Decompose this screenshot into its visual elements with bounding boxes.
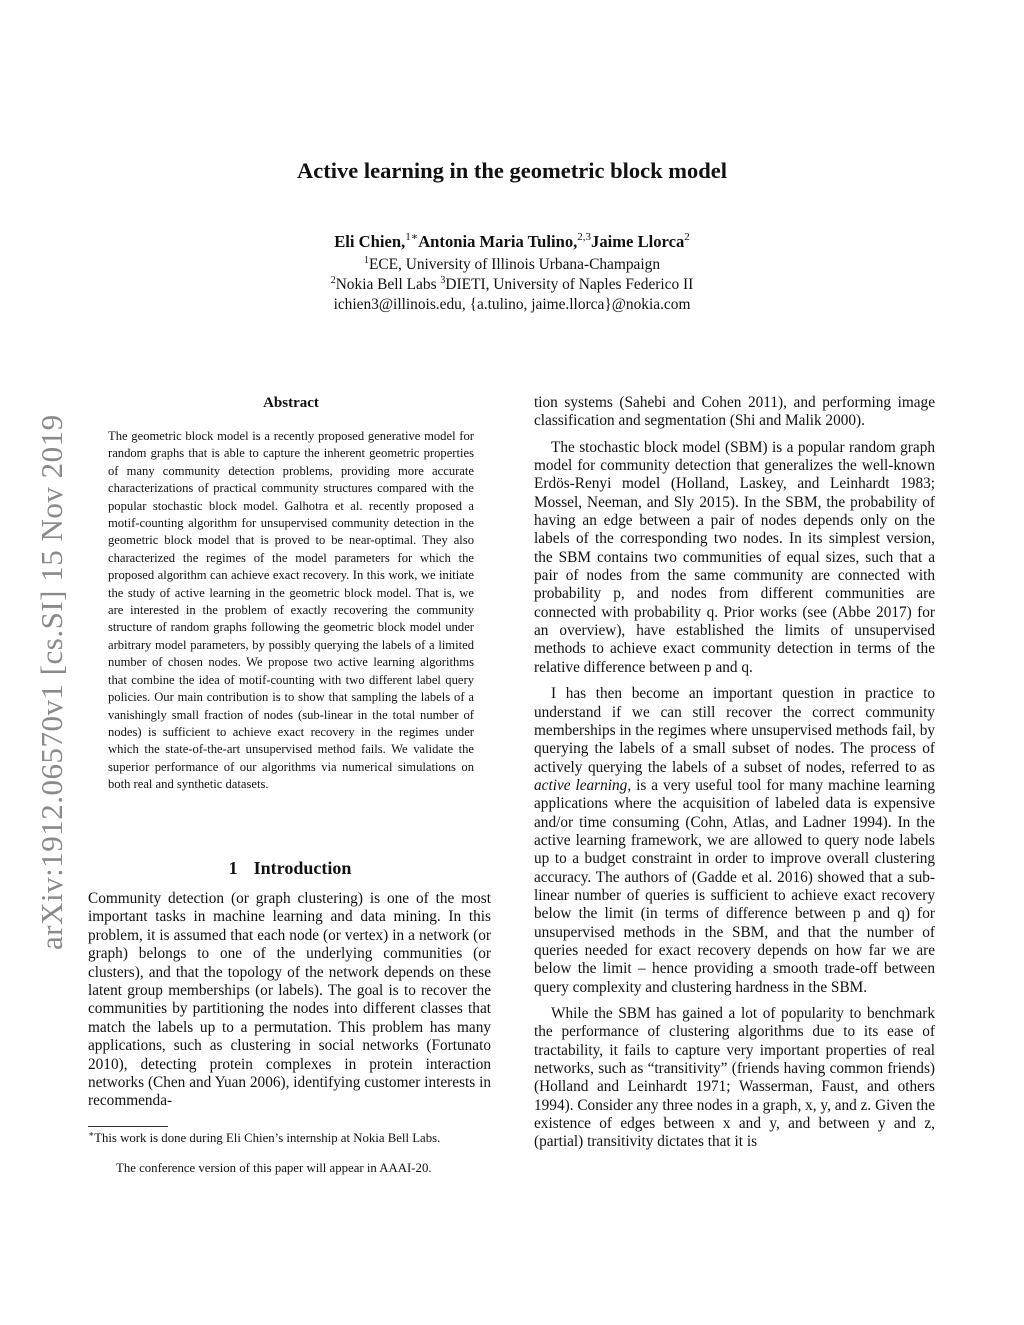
affiliation-line-1 [0, 254, 1024, 275]
affiliation-line-2 [0, 274, 1024, 295]
author-affiliation-mark: 1∗ [405, 231, 419, 243]
right-column [534, 394, 935, 1160]
paragraph-text: I has then become an important question in practice to understand if we can still recover the correct community memberships in the regimes where unsupervised methods fail, by querying the labels of a small subset of nodes. The process of actively querying the labels of a subset of nodes, referred to as [534, 685, 935, 776]
author-affiliation-mark: 2,3 [577, 231, 592, 243]
author-name: Eli Chien, [334, 232, 406, 251]
intro-paragraph-3 [534, 685, 935, 997]
intro-paragraph-4: While the SBM has gained a lot of popularity to benchmark the performance of clustering algorithms due to its ease of tractability, it fails to capture very important properties of real networks, such as “transitivity” (friends having common friends) (Holland and Leinhardt 1971; Wasserman, Faust, and others 1994). Consider any three nodes in a graph, x, y, and z. Given the existence of edges between x and y, and between y and z, (partial) transitivity dictates that it is [534, 1005, 935, 1151]
footnote-2: The conference version of this paper will appear in AAAI-20. [116, 1161, 432, 1175]
intro-paragraph-2: The stochastic block model (SBM) is a popular random graph model for community detection that generalizes the well-known Erdös-Renyi model (Holland, Laskey, and Leinhardt 1983; Mossel, Neeman, and Sly 2015). In the SBM, the probability of having an edge between a pair of nodes depends only on the labels of the corresponding two nodes. In its simplest version, the SBM contains two communities of equal sizes, such that a pair of nodes from the same community are connected with probability p, and nodes from different communities are connected with probability q. Prior works (see (Abbe 2017) for an overview), have established the limits of unsupervised methods to achieve exact community detection in terms of the relative difference between p and q. [534, 438, 935, 676]
footnote-divider [88, 1126, 168, 1127]
section-number: 1 [228, 858, 238, 878]
footnote-text: This work is done during Eli Chien’s internship at Nokia Bell Labs. [94, 1131, 441, 1145]
emphasized-term: active learning [534, 776, 628, 794]
paper-title: Active learning in the geometric block model [297, 158, 727, 183]
arxiv-identifier-stamp: arXiv:1912.06570v1 [cs.SI] 15 Nov 2019 [34, 414, 69, 950]
author-name: Jaime Llorca [591, 232, 685, 251]
affiliation-mark: 3 [440, 275, 446, 286]
footnote-mark: ∗ [88, 1129, 95, 1139]
affiliation-mark: 1 [363, 255, 369, 266]
affiliation-mark: 2 [330, 275, 336, 286]
affiliation-text: ECE, University of Illinois Urbana-Champaign [368, 256, 661, 273]
abstract-heading: Abstract [263, 395, 319, 411]
affiliation-text: Nokia Bell Labs [335, 276, 441, 293]
author-affiliation-mark: 2 [684, 231, 690, 243]
section-heading-introduction [88, 858, 492, 879]
intro-paragraph-1: Community detection (or graph clustering) is one of the most important tasks in machine learning and data mining. In this problem, it is assumed that each node (or vertex) in a network (or graph) belongs to one of the underlying communities (or clusters), and that the topology of the network depends on these latent group memberships (or labels). The goal is to recover the communities by partitioning the nodes into different classes that match the labels up to a permutation. This problem has many applications, such as clustering in social networks (Fortunato 2010), detecting protein complexes in protein interaction networks (Chen and Yuan 2006), identifying customer interests in recommenda- [88, 890, 491, 1110]
section-title: Introduction [253, 858, 352, 878]
author-name: Antonia Maria Tulino, [418, 232, 578, 251]
intro-paragraph-1-continued: tion systems (Sahebi and Cohen 2011), and performing image classification and segmentation (Shi and Malik 2000). [534, 394, 935, 430]
paragraph-text: , is a very useful tool for many machine learning applications where the acquisition of labeled data is expensive and/or time consuming (Cohn, Atlas, and Ladner 1994). In the active learning framework, we are allowed to query node labels up to a budget constraint in order to improve overall clustering accuracy. The authors of (Gadde et al. 2016) showed that a sub-linear number of queries is sufficient to achieve exact recovery below the limit (in terms of difference between p and q) for unsupervised methods in the SBM, and that the number of queries needed for exact recovery depends on how far we are below the limit – hence providing a smooth trade-off between query complexity and clustering hardness in the SBM. [534, 776, 935, 996]
footnote-1 [88, 1130, 491, 1147]
abstract-text: The geometric block model is a recently proposed generative model for random graphs that is able to capture the inherent geometric properties of many community detection problems, providing more accurate characterizations of practical community structures compared with the popular stochastic block model. Galhotra et al. recently proposed a motif-counting algorithm for unsupervised community detection in the geometric block model that is proved to be near-optimal. They also characterized the regimes of the model parameters for which the proposed algorithm can achieve exact recovery. In this work, we initiate the study of active learning in the geometric block model. That is, we are interested in the problem of exactly recovering the community structure of random graphs following the geometric block model under arbitrary model parameters, by possibly querying the labels of a limited number of chosen nodes. We propose two active learning algorithms that combine the idea of motif-counting with two different label query policies. Our main contribution is to show that sampling the labels of a vanishingly small fraction of nodes (sub-linear in the total number of nodes) is sufficient to achieve exact recovery in the regimes under which the state-of-the-art unsupervised method fails. We validate the superior performance of our algorithms via numerical simulations on both real and synthetic datasets. [108, 429, 474, 792]
affiliation-text: DIETI, University of Naples Federico II [445, 276, 694, 293]
author-emails: ichien3@illinois.edu, {a.tulino, jaime.llorca}@nokia.com [333, 296, 691, 313]
author-list [0, 230, 1024, 254]
